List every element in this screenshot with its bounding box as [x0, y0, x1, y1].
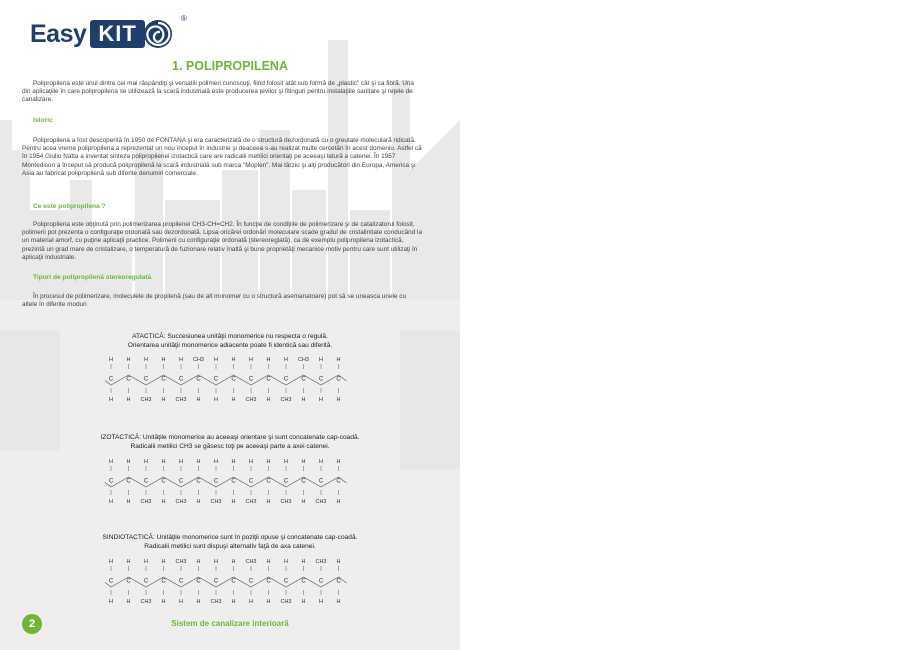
- carbon-atom: C: [126, 478, 131, 485]
- substituent-bottom: CH3: [280, 397, 292, 403]
- carbon-atom: C: [231, 578, 236, 585]
- substituent-bottom: H: [319, 397, 323, 403]
- substituent-top: H: [161, 559, 166, 565]
- carbon-atom: C: [231, 478, 236, 485]
- substituent-top: H: [109, 559, 113, 565]
- substituent-top: CH3: [297, 357, 310, 363]
- substituent-bottom: H: [109, 397, 113, 403]
- substituent-top: H: [319, 459, 323, 465]
- substituent-top: H: [301, 559, 306, 565]
- carbon-atom: C: [336, 578, 341, 585]
- substituent-top: CH3: [315, 559, 327, 565]
- substituent-top: H: [126, 459, 131, 465]
- substituent-top: H: [126, 559, 131, 565]
- izotactica-line1: IZOTACTICĂ: Unităţile monomerice au aceeaşi orientare şi sunt concatenate cap-coadă.: [100, 434, 360, 441]
- substituent-top: H: [161, 357, 166, 363]
- ce-este-paragraph: Polipropilena este obţinută prin polimerizarea propilenei CH3-CH=CH2. În funcţie de condiţiile de polimerizare şi de catalizatorul folosit, polimerii pot prezenta o configuraţie ordonată sau dezordonată. Lipsa oricărei ordonări moleculare scade gradul de cristalinitate conducând la un material amorf, cu puţine aplicaţii practice. Polimerii cu configuraţie ordonată (stereoreglată), ca de exemplu polipropilena izotactică, prezintă un grad mare de cristalizare, o temperatură de fuzionare relativ înaltă şi bune proprietăţi mecanice motiv pentru care sunt utilizaţi în aplicaţii industriale.: [22, 221, 423, 261]
- sindiotactica-line2: Radicalii metilici sunt dispuşi alternativ faţă de axa catenei.: [144, 543, 316, 551]
- substituent-top: H: [266, 459, 271, 465]
- istoric-paragraph: Polipropilena a fost descoperită în 1950 de FONTANA şi era caracterizată de o structură dezordonată cu o greutate moleculară ridicată. Pentru acea vreme polipropilena a reprezentat un nou început în industrie şi deaceea s-au realizat multe cercetări în acest domeniu. Astfel că în 1954 Giulio Natta a inventat sinteza polipropilenei izotactică care are radicalii metilici orientaţi pe aceeaşi latură a catenei. În 1957 Montedison a început să producă polipropilenă la scară industrială sub marca "Moplen". Mai târziu şi alţi producători din Europa, America şi Asia au fabricat polipropilenă sub diferite denumiri comerciale.: [22, 137, 422, 177]
- substituent-bottom: H: [266, 397, 271, 403]
- substituent-top: H: [266, 559, 271, 565]
- carbon-atom: C: [318, 376, 324, 383]
- substituent-bottom: CH3: [315, 499, 327, 505]
- substituent-top: H: [319, 357, 323, 363]
- page-number-badge: 2: [22, 614, 42, 634]
- carbon-atom: C: [283, 376, 289, 383]
- carbon-atom: C: [143, 478, 149, 485]
- substituent-bottom: CH3: [245, 397, 257, 403]
- carbon-atom: C: [196, 578, 201, 585]
- logo-easy-text: Easy: [30, 19, 87, 48]
- carbon-atom: C: [301, 376, 306, 383]
- substituent-bottom: H: [161, 397, 166, 403]
- footer-text: Sistem de canalizare interioară: [171, 619, 289, 628]
- carbon-atom: C: [231, 376, 236, 383]
- intro-paragraph: Polipropilena este unul dintre cei mai răspândiţi şi versatili polimeri cunoscuţi, fiind folosit atât sub formă de „plastic" cât şi ca fibră. Una din aplicaţiile în care polipropilena se utilizează la scară industrială este producerea ţevilor şi fitinguri pentru instalaţiile sanitare şi reţele de canalizare.: [22, 80, 414, 104]
- substituent-top: H: [214, 459, 218, 465]
- substituent-bottom: CH3: [175, 499, 187, 505]
- registered-mark: ®: [181, 14, 187, 23]
- substituent-bottom: H: [196, 397, 201, 403]
- substituent-top: H: [231, 559, 236, 565]
- substituent-top: H: [109, 459, 113, 465]
- substituent-bottom: CH3: [140, 397, 152, 403]
- substituent-top: H: [284, 559, 288, 565]
- carbon-atom: C: [266, 376, 271, 383]
- carbon-atom: C: [143, 578, 149, 585]
- substituent-top: H: [144, 559, 148, 565]
- substituent-top: H: [336, 559, 341, 565]
- carbon-atom: C: [318, 478, 324, 485]
- carbon-atom: C: [196, 376, 201, 383]
- substituent-top: H: [144, 357, 148, 363]
- substituent-top: H: [301, 459, 306, 465]
- substituent-top: H: [196, 459, 201, 465]
- substituent-bottom: H: [231, 499, 236, 505]
- carbon-atom: C: [301, 578, 306, 585]
- substituent-top: H: [214, 357, 218, 363]
- substituent-top: H: [214, 559, 218, 565]
- atactic-chain-diagram: [105, 351, 355, 409]
- izotactica-caption: [0, 433, 460, 451]
- substituent-top: H: [109, 357, 113, 363]
- substituent-bottom: H: [196, 599, 201, 605]
- chain-backbone: [105, 477, 347, 487]
- carbon-atom: C: [266, 578, 271, 585]
- substituent-bottom: H: [196, 499, 201, 505]
- substituent-bottom: CH3: [280, 599, 292, 605]
- carbon-atom: C: [248, 376, 254, 383]
- substituent-bottom: H: [109, 599, 113, 605]
- ce-este-heading: Ce este polipropilena ?: [33, 203, 106, 210]
- substituent-bottom: CH3: [175, 397, 187, 403]
- carbon-atom: C: [161, 376, 166, 383]
- substituent-bottom: H: [126, 397, 131, 403]
- substituent-top: H: [284, 459, 288, 465]
- carbon-atom: C: [248, 578, 254, 585]
- carbon-atom: C: [161, 578, 166, 585]
- substituent-top: H: [249, 357, 253, 363]
- syndiotactic-chain-diagram: [105, 553, 355, 611]
- sindiotactica-caption: [0, 533, 460, 551]
- carbon-atom: C: [196, 478, 201, 485]
- carbon-atom: C: [126, 578, 131, 585]
- carbon-atom: C: [108, 376, 114, 383]
- substituent-bottom: H: [161, 599, 166, 605]
- substituent-bottom: H: [214, 397, 218, 403]
- substituent-bottom: H: [301, 599, 306, 605]
- substituent-bottom: H: [336, 599, 341, 605]
- substituent-top: H: [179, 357, 183, 363]
- carbon-atom: C: [213, 478, 219, 485]
- substituent-bottom: H: [301, 499, 306, 505]
- substituent-bottom: H: [126, 499, 131, 505]
- substituent-bottom: H: [231, 599, 236, 605]
- substituent-top: H: [231, 459, 236, 465]
- substituent-bottom: CH3: [245, 499, 257, 505]
- substituent-top: H: [161, 459, 166, 465]
- carbon-atom: C: [161, 478, 166, 485]
- substituent-top: CH3: [175, 559, 187, 565]
- substituent-bottom: CH3: [280, 499, 292, 505]
- substituent-bottom: CH3: [210, 599, 222, 605]
- carbon-atom: C: [283, 578, 289, 585]
- substituent-top: CH3: [192, 357, 205, 363]
- substituent-bottom: H: [266, 499, 271, 505]
- easykit-logo: [30, 14, 187, 52]
- carbon-atom: C: [143, 376, 149, 383]
- substituent-top: H: [179, 459, 183, 465]
- carbon-atom: C: [336, 478, 341, 485]
- carbon-atom: C: [213, 578, 219, 585]
- carbon-atom: C: [213, 376, 219, 383]
- atactica-line1: ATACTICĂ: Succesiunea unităţii monomerice nu respecta o regulă.: [132, 333, 328, 340]
- atactica-line2: Orientarea unităţii monomerice adiacente poate fi identică sau diferită.: [127, 342, 333, 350]
- substituent-bottom: H: [301, 397, 306, 403]
- substituent-top: H: [284, 357, 288, 363]
- substituent-top: H: [144, 459, 148, 465]
- substituent-top: H: [266, 357, 271, 363]
- substituent-bottom: H: [179, 599, 183, 605]
- substituent-bottom: H: [336, 499, 341, 505]
- substituent-bottom: H: [109, 499, 113, 505]
- carbon-atom: C: [108, 478, 114, 485]
- chain-backbone: [105, 375, 347, 385]
- substituent-bottom: CH3: [210, 499, 222, 505]
- substituent-top: H: [126, 357, 131, 363]
- istoric-heading: Istoric: [33, 117, 53, 124]
- substituent-bottom: H: [249, 599, 253, 605]
- atactica-caption: [0, 332, 460, 350]
- sindiotactica-line1: SINDIOTACTICĂ: Unităţile monomerice sunt în poziţii opuse şi concatenate cap-coadă.: [102, 534, 358, 541]
- substituent-bottom: H: [126, 599, 131, 605]
- carbon-atom: C: [178, 578, 184, 585]
- page-title: 1. POLIPROPILENA: [172, 59, 288, 73]
- substituent-bottom: H: [319, 599, 323, 605]
- substituent-top: H: [196, 559, 201, 565]
- carbon-atom: C: [108, 578, 114, 585]
- substituent-bottom: CH3: [140, 499, 152, 505]
- carbon-atom: C: [318, 578, 324, 585]
- substituent-top: H: [231, 357, 236, 363]
- tipuri-heading: Tipuri de polipropilenă stereoregulată: [33, 274, 152, 281]
- substituent-bottom: H: [231, 397, 236, 403]
- carbon-atom: C: [283, 478, 289, 485]
- carbon-atom: C: [336, 376, 341, 383]
- substituent-top: H: [336, 357, 341, 363]
- chain-backbone: [105, 577, 347, 587]
- substituent-top: H: [336, 459, 341, 465]
- tipuri-paragraph: În procesul de polimerizare, moleculele de propilenă (sau de alt monomer cu o structură asemanatoare) pot să se uneasca unele cu altele în diferite moduri: [22, 293, 406, 309]
- logo-kit-text: KIT: [90, 20, 144, 48]
- carbon-atom: C: [126, 376, 131, 383]
- izotactica-line2: Radicalii metilici CH3 se găsesc toţi pe aceeaşi parte a axei catenei.: [130, 443, 330, 451]
- substituent-bottom: H: [266, 599, 271, 605]
- substituent-bottom: H: [161, 499, 166, 505]
- substituent-top: CH3: [245, 559, 257, 565]
- carbon-atom: C: [178, 478, 184, 485]
- swirl-icon: [143, 19, 173, 49]
- carbon-atom: C: [248, 478, 254, 485]
- carbon-atom: C: [301, 478, 306, 485]
- substituent-bottom: H: [336, 397, 341, 403]
- substituent-top: H: [249, 459, 253, 465]
- carbon-atom: C: [178, 376, 184, 383]
- substituent-bottom: CH3: [140, 599, 152, 605]
- carbon-atom: C: [266, 478, 271, 485]
- isotactic-chain-diagram: [105, 453, 355, 511]
